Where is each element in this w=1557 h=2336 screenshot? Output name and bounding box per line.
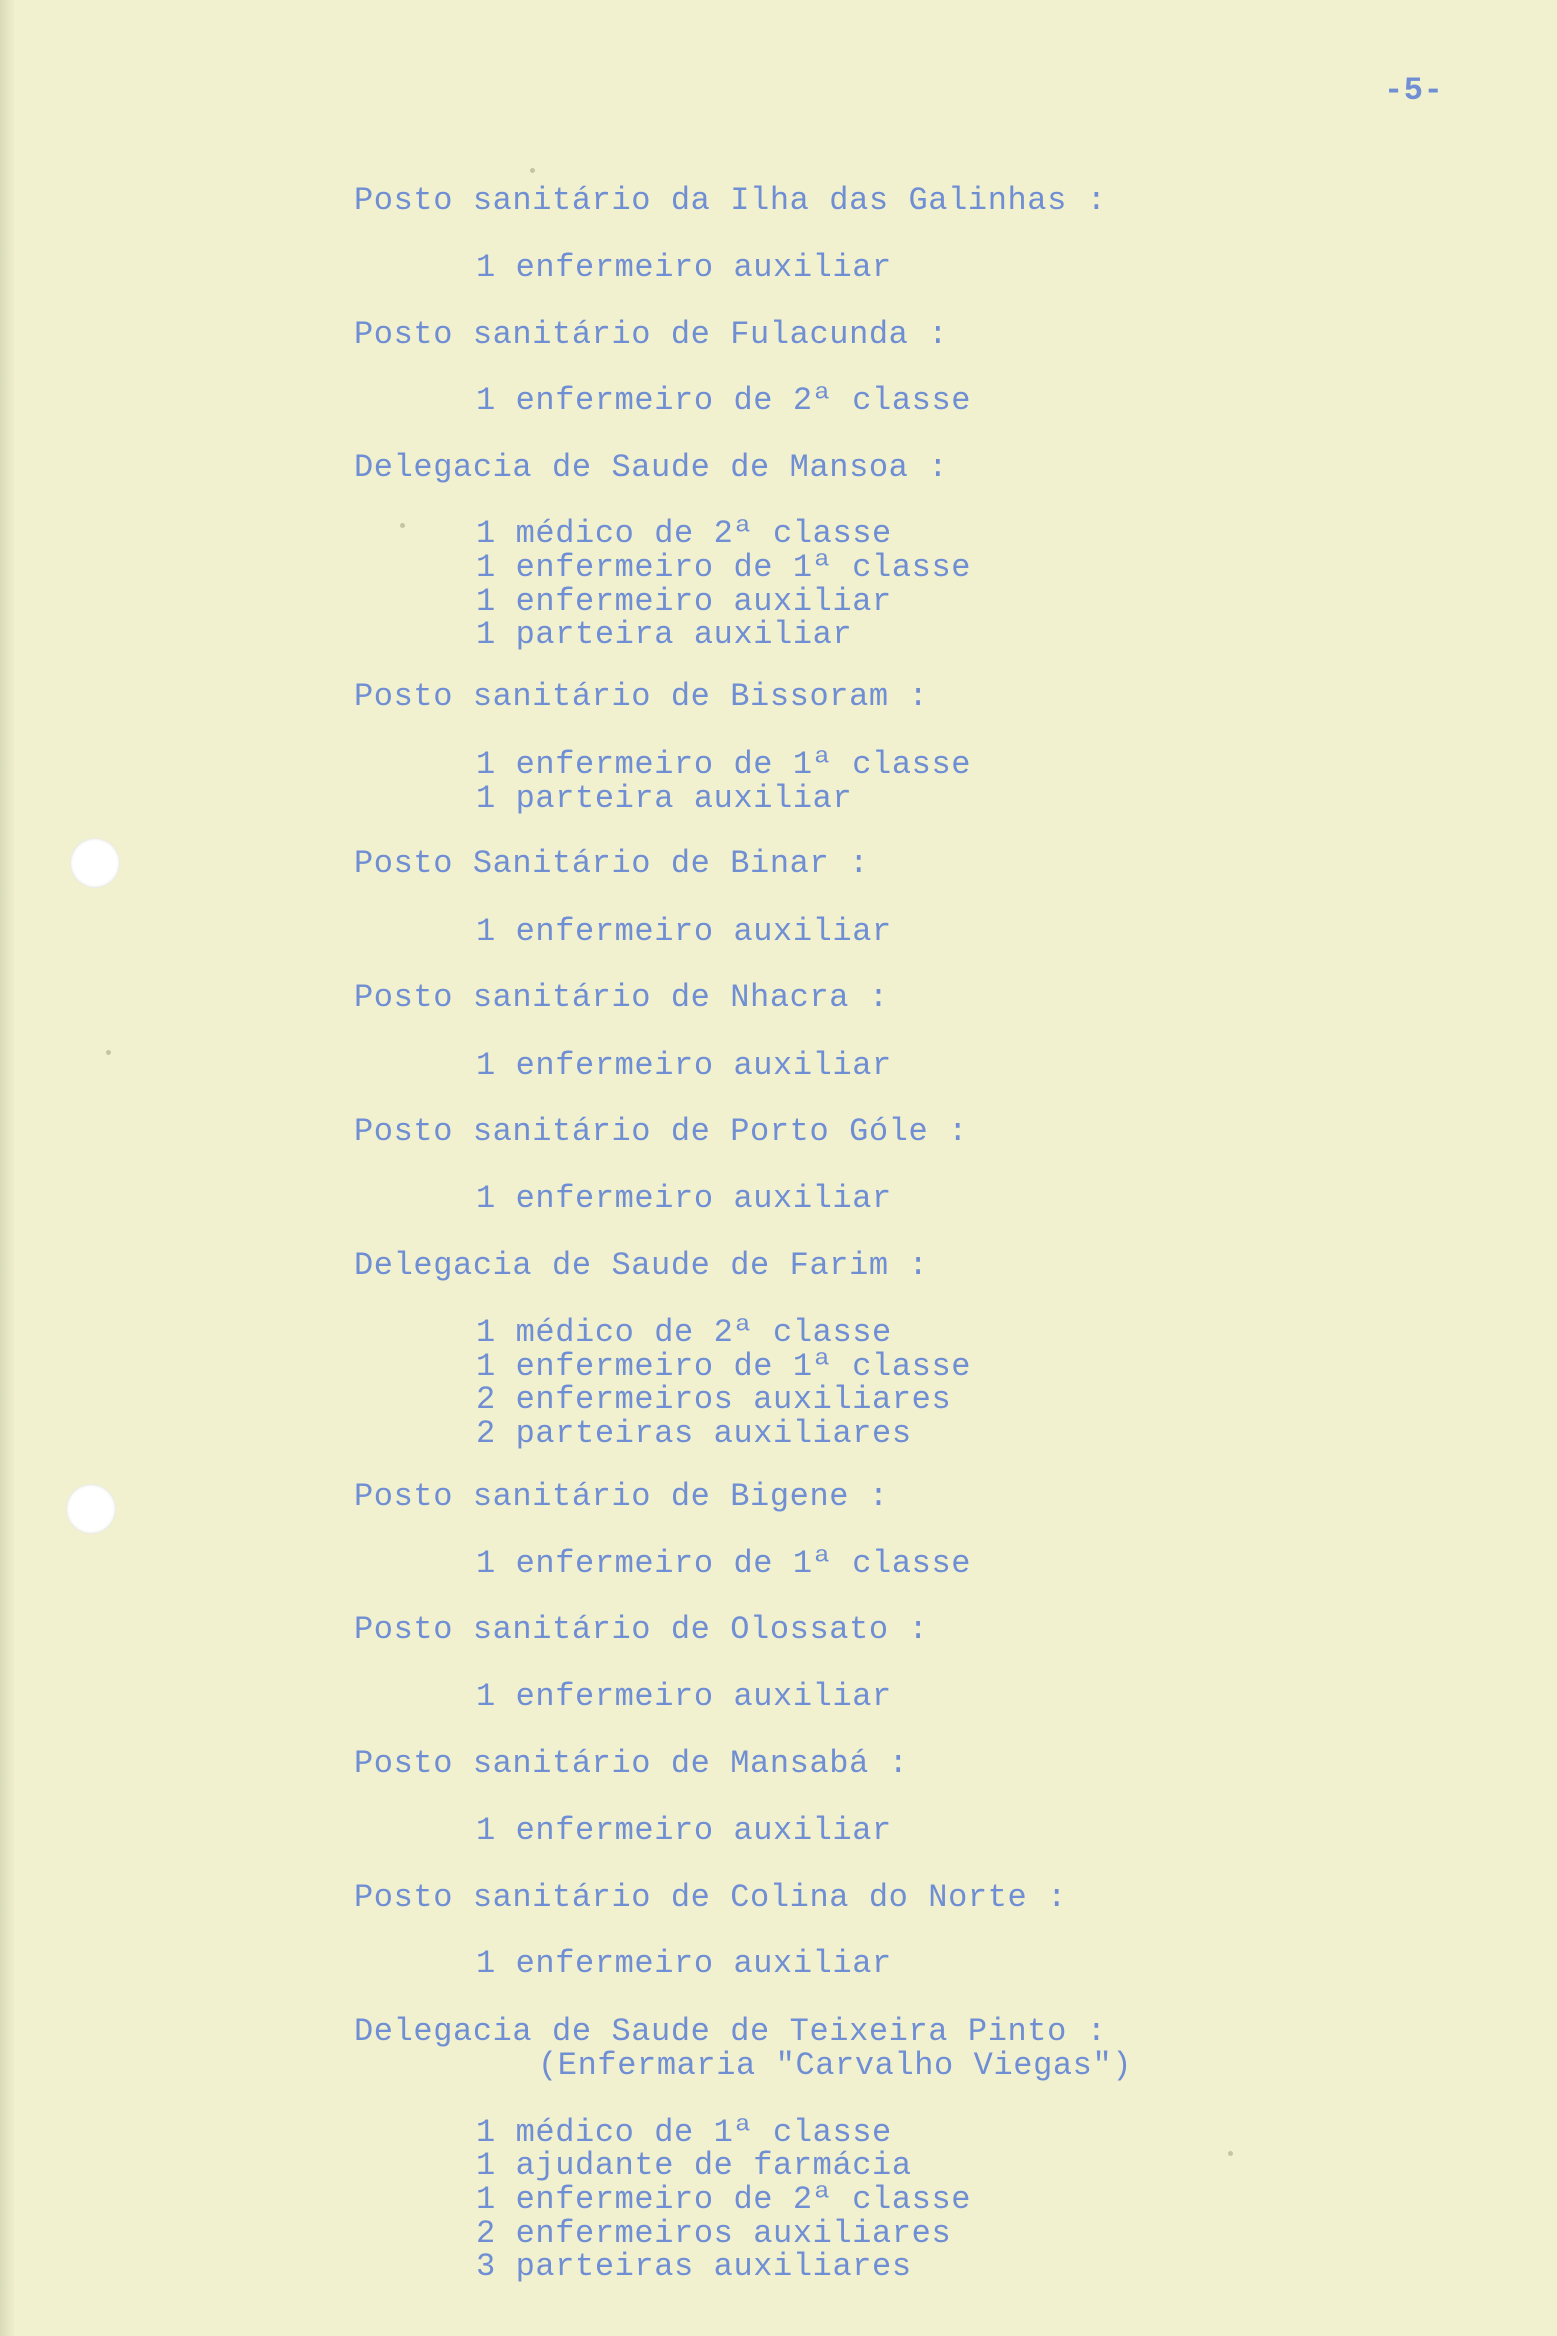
staff-item: 1 enfermeiro auxiliar <box>476 1180 892 1217</box>
staff-item: 1 parteira auxiliar <box>476 780 853 817</box>
section-heading: Posto sanitário de Bigene : <box>354 1478 889 1515</box>
staff-item: 1 enfermeiro de 2ª classe <box>476 382 972 419</box>
staff-item: 1 médico de 2ª classe <box>476 515 892 552</box>
section-heading: Posto sanitário de Fulacunda : <box>354 316 949 353</box>
staff-item: 1 enfermeiro auxiliar <box>476 1812 892 1849</box>
section-heading: Posto sanitário da Ilha das Galinhas : <box>354 182 1107 219</box>
section-heading: Posto sanitário de Olossato : <box>354 1611 929 1648</box>
section-heading: Posto sanitário de Bissoram : <box>354 678 929 715</box>
staff-item: 2 enfermeiros auxiliares <box>476 2215 952 2252</box>
staff-item: 1 enfermeiro de 1ª classe <box>476 1348 972 1385</box>
staff-item: 1 enfermeiro de 1ª classe <box>476 746 972 783</box>
section-heading: Posto sanitário de Colina do Norte : <box>354 1879 1067 1916</box>
punch-hole <box>66 1484 116 1534</box>
punch-hole <box>70 838 120 888</box>
staff-item: 1 médico de 1ª classe <box>476 2114 892 2151</box>
staff-item: 1 médico de 2ª classe <box>476 1314 892 1351</box>
section-heading: Delegacia de Saude de Teixeira Pinto : <box>354 2013 1107 2050</box>
staff-item: 1 enfermeiro de 1ª classe <box>476 1545 972 1582</box>
staff-item: 1 enfermeiro auxiliar <box>476 583 892 620</box>
section-heading: Posto sanitário de Mansabá : <box>354 1745 909 1782</box>
staff-item: 1 enfermeiro auxiliar <box>476 1678 892 1715</box>
staff-item: 2 parteiras auxiliares <box>476 1415 912 1452</box>
staff-item: 3 parteiras auxiliares <box>476 2248 912 2285</box>
paper-speck <box>106 1050 111 1055</box>
section-heading: Posto sanitário de Nhacra : <box>354 979 889 1016</box>
section-heading: Delegacia de Saude de Mansoa : <box>354 449 949 486</box>
section-heading: Delegacia de Saude de Farim : <box>354 1247 929 1284</box>
staff-item: 1 enfermeiro auxiliar <box>476 913 892 950</box>
paper-speck <box>400 523 405 528</box>
paper-speck <box>1228 2151 1233 2156</box>
section-heading: Posto sanitário de Porto Góle : <box>354 1113 968 1150</box>
paper-edge-shadow <box>0 0 14 2336</box>
section-heading: Posto Sanitário de Binar : <box>354 845 869 882</box>
section-subheading: (Enfermaria "Carvalho Viegas") <box>538 2047 1133 2084</box>
staff-item: 1 enfermeiro de 1ª classe <box>476 549 972 586</box>
paper-speck <box>530 168 535 173</box>
staff-item: 1 enfermeiro de 2ª classe <box>476 2181 972 2218</box>
staff-item: 1 parteira auxiliar <box>476 616 853 653</box>
staff-item: 2 enfermeiros auxiliares <box>476 1381 952 1418</box>
staff-item: 1 ajudante de farmácia <box>476 2147 912 2184</box>
staff-item: 1 enfermeiro auxiliar <box>476 1047 892 1084</box>
staff-item: 1 enfermeiro auxiliar <box>476 1945 892 1982</box>
staff-item: 1 enfermeiro auxiliar <box>476 249 892 286</box>
page-number: -5- <box>1384 72 1444 109</box>
